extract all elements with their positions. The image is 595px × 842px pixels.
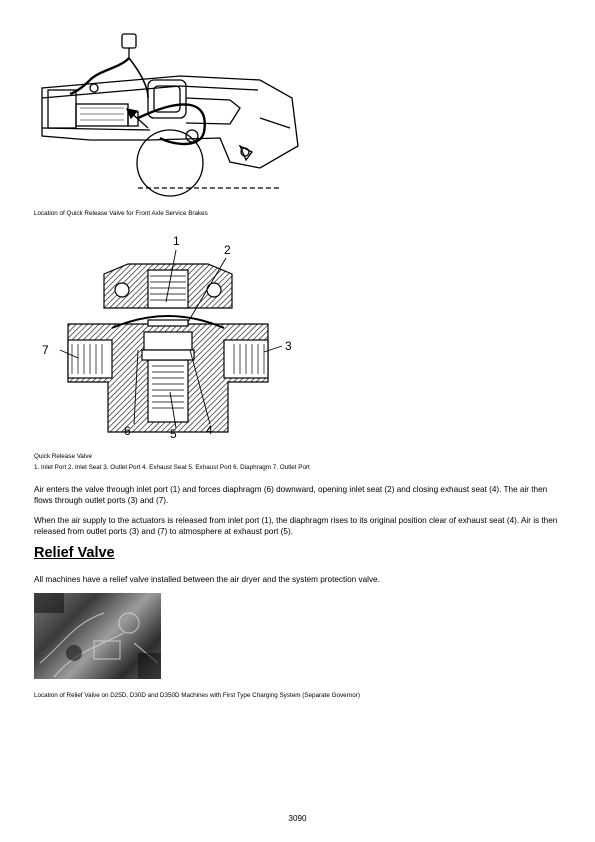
quick-release-valve-cross-section xyxy=(38,232,308,440)
callout-5: 5 xyxy=(170,427,177,440)
front-axle-valve-location-illustration xyxy=(30,28,300,198)
section-intro: All machines have a relief valve installed between the air dryer and the system protection valve. xyxy=(34,575,380,584)
section-heading: Relief Valve xyxy=(34,545,115,561)
callout-1: 1 xyxy=(173,234,180,248)
figure-3-caption: Location of Relief Valve on D25D, D30D and D350D Machines with First Type Charging System (Separate Governor) xyxy=(34,692,360,699)
page-number: 3090 xyxy=(288,814,307,823)
figure-2-caption-title: Quick Release Valve xyxy=(34,453,92,460)
callout-3: 3 xyxy=(285,339,292,353)
paragraph-air-release: When the air supply to the actuators is released from inlet port (1), the diaphragm rises to its original position clear of exhaust seat (4). Air is then released from outlet ports (3) and (7) to atmosphere at exhaust port (5). xyxy=(34,516,558,536)
callout-4: 4 xyxy=(206,423,213,437)
callout-2: 2 xyxy=(224,243,231,257)
relief-valve-location-photo xyxy=(34,593,161,679)
callout-7: 7 xyxy=(42,343,49,357)
figure-1-caption: Location of Quick Release Valve for Front Axle Service Brakes xyxy=(34,210,208,217)
callout-6: 6 xyxy=(124,424,131,438)
figure-2-caption-legend: 1. Inlet Port 2. Inlet Seat 3. Outlet Port 4. Exhaust Seat 5. Exhaust Port 6. Diaphragm 7. Outlet Port xyxy=(34,464,310,471)
paragraph-air-flow: Air enters the valve through inlet port (1) and forces diaphragm (6) downward, opening inlet seat (2) and closing exhaust seat (4). The air then flows through outlet ports (3) and (7). xyxy=(34,485,548,505)
